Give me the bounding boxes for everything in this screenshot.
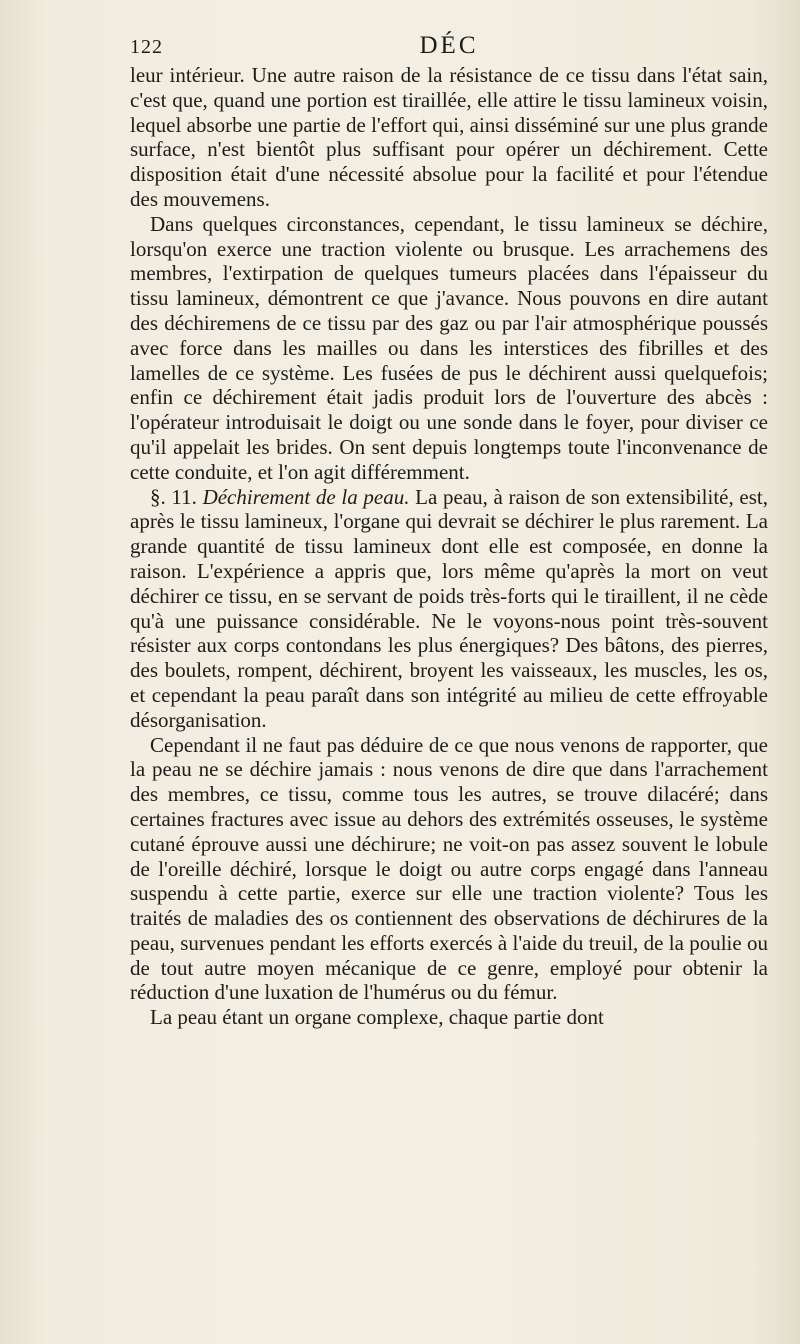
paragraph: Dans quelques circonstances, cependant, le tissu lamineux se déchire, lorsqu'on exerce une traction violente ou brusque. Les arrachemens des membres, l'extirpation de quelques tumeurs placées dans l'épaisseur du tissu lamineux, démontrent ce que j'avance. Nous pouvons en dire autant des déchiremens de ce tissu par des gaz ou par l'air atmosphérique poussés avec force dans les mailles ou dans les interstices des fibrilles et des lamelles de ce système. Les fusées de pus le déchirent aussi quelquefois; enfin ce déchirement était jadis produit lors de l'ouverture des abcès : l'opérateur introduisait le doigt ou une sonde dans le foyer, pour diviser ce qu'il appelait les brides. On sent depuis longtemps toute l'inconvenance de cette conduite, et l'on agit différemment.	[130, 211, 768, 484]
section-title: Déchirement de la peau.	[202, 484, 410, 509]
paragraph-section-11	[130, 485, 768, 733]
page-number: 122	[130, 36, 163, 58]
section-number: §. 11.	[150, 484, 197, 509]
page-body	[130, 63, 768, 1030]
section-text: La peau, à raison de son extensibilité, est, après le tissu lamineux, l'organe qui devrait se déchirer le plus rarement. La grande quantité de tissu lamineux dont elle est composée, en donne la raison. L'expérience a appris que, lors même qu'après la mort on veut déchirer ce tissu, en se servant de poids très-forts qui le tiraillent, il ne cède qu'à une puissance considérable. Ne le voyons-nous point très-souvent résister aux corps contondans les plus énergiques? Des bâtons, des pierres, des boulets, rompent, déchirent, broyent les vaisseaux, les muscles, les os, et cependant la peau paraît dans son intégrité au milieu de cette effroyable désorganisation.	[130, 484, 768, 732]
paragraph: Cependant il ne faut pas déduire de ce que nous venons de rapporter, que la peau ne se déchire jamais : nous venons de dire que dans l'arrachement des membres, ce tissu, comme tous les autres, se trouve dilacéré; dans certaines fractures avec issue au dehors des extrémités osseuses, le système cutané éprouve aussi une déchirure; ne voit-on pas assez souvent le lobule de l'oreille déchiré, lorsque le doigt ou autre corps engagé dans l'anneau suspendu à cette partie, exerce sur elle une traction violente? Tous les traités de maladies des os contiennent des observations de déchirures de la peau, survenues pendant les efforts exercés à l'aide du treuil, de la poulie ou de tout autre moyen mécanique de ce genre, employé pour obtenir la réduction d'une luxation de l'humérus ou du fémur.	[130, 732, 768, 1005]
running-head: DÉC	[419, 32, 479, 59]
page-header	[130, 30, 768, 60]
paragraph-last: La peau étant un organe complexe, chaque partie dont	[150, 1005, 604, 1030]
paragraph-continuation: leur intérieur. Une autre raison de la résistance de ce tissu dans l'état sain, c'est que, quand une portion est tiraillée, elle attire le tissu lamineux voisin, lequel absorbe une partie de l'effort qui, ainsi disséminé sur une plus grande surface, n'est bientôt plus suffisant pour opérer un déchirement. Cette disposition était d'une nécessité absolue pour la facilité et pour l'étendue des mouvemens.	[130, 63, 768, 211]
